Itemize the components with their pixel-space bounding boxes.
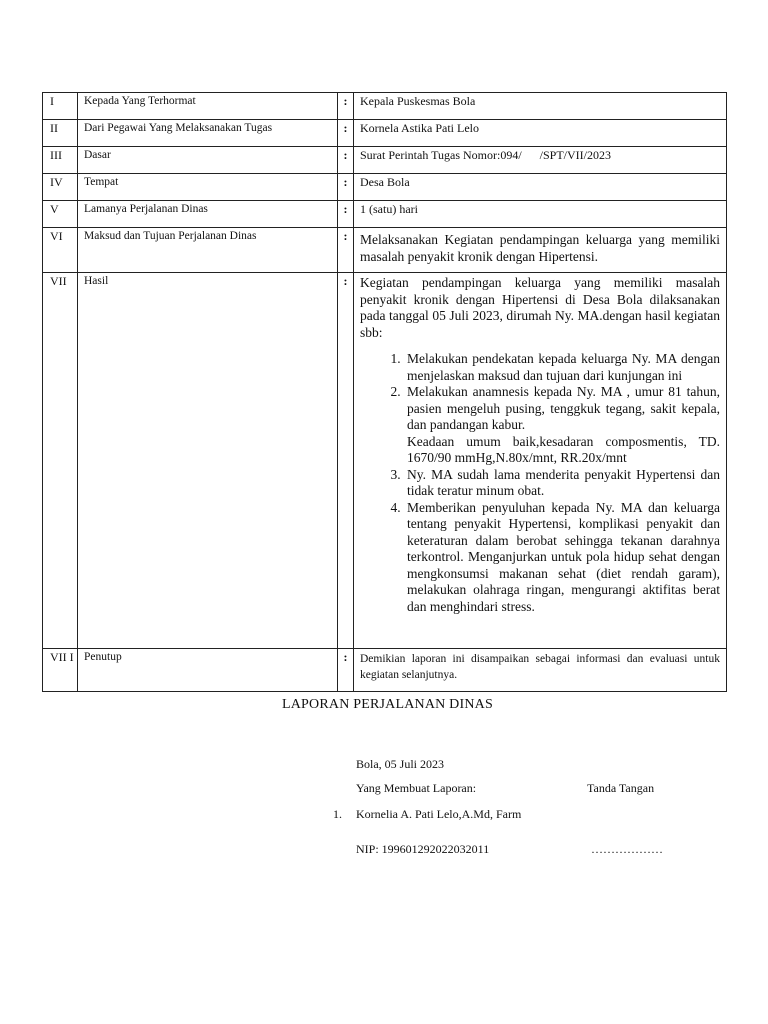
table-row	[43, 120, 727, 147]
row-value: Surat Perintah Tugas Nomor:094/ /SPT/VII/2023	[354, 147, 727, 174]
row-number: III	[43, 147, 78, 174]
row-value: 1 (satu) hari	[354, 201, 727, 228]
signature-dots: ………………	[591, 842, 663, 856]
table-row	[43, 147, 727, 174]
signature-label: Tanda Tangan	[587, 781, 655, 795]
row-label: Tempat	[78, 174, 338, 201]
hasil-cell	[354, 273, 727, 649]
row-label: Dasar	[78, 147, 338, 174]
table-row	[43, 174, 727, 201]
signer-name: Kornelia A. Pati Lelo,A.Md, Farm	[356, 807, 522, 821]
row-value: Desa Bola	[354, 174, 727, 201]
hasil-intro: Kegiatan pendampingan keluarga yang memiliki masalah penyakit kronik dengan Hipertensi di Desa Bola dilaksanakan pada tanggal 05 Juli 2023, dirumah Ny. MA.dengan hasil kegiatan sbb:	[360, 275, 720, 340]
row-colon: :	[338, 228, 354, 273]
row-number: VI	[43, 228, 78, 273]
row-number: VII I	[43, 649, 78, 692]
row-value: Demikian laporan ini disampaikan sebagai informasi dan evaluasi untuk kegiatan selanjutnya.	[360, 653, 720, 681]
row-colon: :	[338, 93, 354, 120]
row-label: Dari Pegawai Yang Melaksanakan Tugas	[78, 120, 338, 147]
point-text: Memberikan penyuluhan kepada Ny. MA dan keluarga tentang penyakit Hypertensi, komplikasi penyakit dan keteraturan dalam berobat sehingga tekanan darahnya terkontrol. Menganjurkan untuk pola hidup sehat dengan mengkonsumsi makanan sehat (diet rendah garam), melakukan olahraga ringan, mengurangi aktifitas berat dan menghindari stress.	[407, 499, 720, 614]
list-item	[404, 351, 720, 384]
row-label: Kepada Yang Terhormat	[78, 93, 338, 120]
row-number: VII	[43, 273, 78, 649]
signer-number: 1.	[333, 807, 342, 821]
row-label: Hasil	[78, 273, 338, 649]
row-colon: :	[338, 174, 354, 201]
row-number: I	[43, 93, 78, 120]
row-label: Lamanya Perjalanan Dinas	[78, 201, 338, 228]
table-row	[43, 228, 727, 273]
row-colon: :	[338, 649, 354, 692]
row-label: Maksud dan Tujuan Perjalanan Dinas	[78, 228, 338, 273]
row-number: II	[43, 120, 78, 147]
list-item	[404, 384, 720, 467]
row-number: IV	[43, 174, 78, 201]
row-label: Penutup	[78, 649, 338, 692]
point-text: Melakukan pendekatan kepada keluarga Ny. MA dengan menjelaskan maksud dan tujuan dari kunjungan ini	[407, 351, 720, 383]
maker-label: Yang Membuat Laporan:	[356, 781, 477, 795]
signer-nip: NIP: 199601292022032011	[356, 842, 490, 856]
table-row	[43, 649, 727, 692]
list-item	[404, 500, 720, 616]
point-text: Ny. MA sudah lama menderita penyakit Hypertensi dan tidak teratur minum obat.	[407, 466, 720, 498]
row-colon: :	[338, 201, 354, 228]
row-colon: :	[338, 273, 354, 649]
report-table	[42, 92, 727, 692]
row-value: Melaksanakan Kegiatan pendampingan keluarga yang memiliki masalah penyakit kronik dengan Hipertensi.	[360, 232, 720, 264]
row-colon: :	[338, 120, 354, 147]
table-row	[43, 273, 727, 649]
list-item	[404, 467, 720, 500]
table-row	[43, 93, 727, 120]
point-extra: Keadaan umum baik,kesadaran composmentis, TD. 1670/90 mmHg,N.80x/mnt, RR.20x/mnt	[407, 433, 720, 465]
row-value: Kornela Astika Pati Lelo	[354, 120, 727, 147]
hasil-points-list	[360, 351, 720, 615]
row-colon: :	[338, 147, 354, 174]
place-date: Bola, 05 Juli 2023	[356, 757, 445, 771]
row-value: Kepala Puskesmas Bola	[354, 93, 727, 120]
document-title: LAPORAN PERJALANAN DINAS	[282, 697, 493, 712]
point-text: Melakukan anamnesis kepada Ny. MA , umur 81 tahun, pasien mengeluh pusing, tenggkuk tegang, sakit kepala, dan pandangan kabur.	[407, 384, 720, 432]
table-row	[43, 201, 727, 228]
row-number: V	[43, 201, 78, 228]
